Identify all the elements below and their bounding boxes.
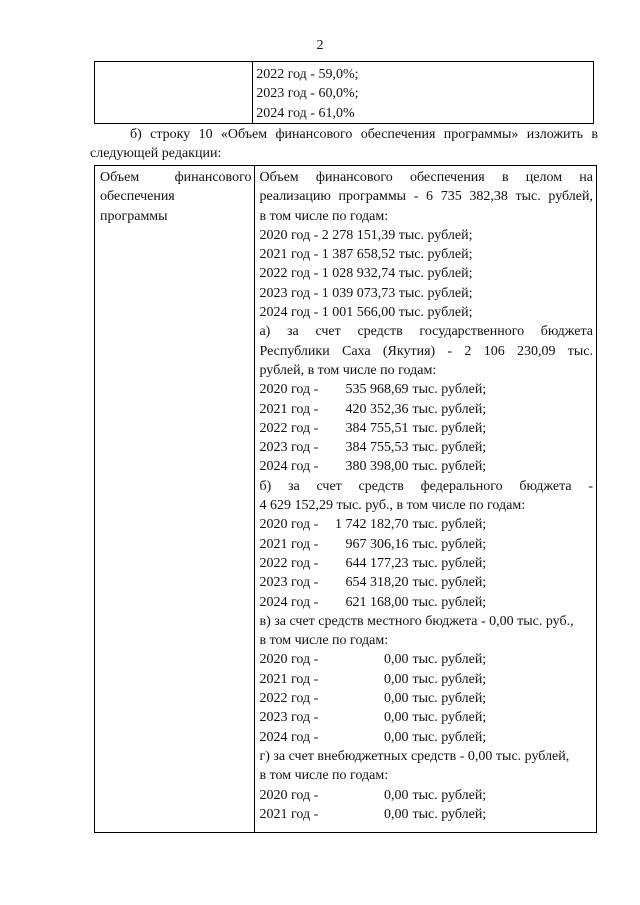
- year-label: 2022 год -: [259, 420, 319, 436]
- unit: тыс. рублей;: [412, 420, 487, 436]
- financing-table: [94, 165, 597, 833]
- unit: тыс. рублей;: [412, 575, 487, 591]
- local-budget-text: в том числе по годам:: [259, 633, 389, 649]
- year-label: 2021 год -: [259, 536, 319, 552]
- local-year-line: [259, 728, 593, 747]
- extra-budget-text: в том числе по годам:: [259, 768, 389, 784]
- unit: тыс. рублей;: [412, 536, 487, 552]
- empty-cell: [95, 62, 253, 124]
- row-label-cell: [95, 166, 255, 833]
- year-label: 2024 год -: [259, 729, 319, 745]
- top-table: [94, 61, 594, 124]
- unit: тыс. рублей;: [412, 555, 487, 571]
- year-label: 2020 год -: [259, 652, 319, 668]
- year-label: 2022 год -: [259, 555, 319, 571]
- amount: 380 398,00: [345, 459, 409, 475]
- page-number: 2: [316, 38, 324, 53]
- state-year-line: [259, 438, 593, 457]
- unit: тыс. рублей;: [412, 787, 487, 803]
- total-text: в том числе по годам:: [259, 208, 389, 224]
- financing-content-cell: [255, 166, 597, 833]
- amount: 621 168,00: [345, 594, 409, 610]
- instruction-paragraph: [90, 125, 598, 163]
- year-label: 2020 год -: [259, 517, 319, 533]
- label-line: программы: [100, 208, 168, 224]
- percent-line: 2022 год - 59,0%;: [256, 67, 359, 82]
- unit: тыс. рублей;: [412, 710, 487, 726]
- state-budget-text: рублей, в том числе по годам:: [259, 362, 437, 378]
- total-year-line: 2021 год - 1 387 658,52 тыс. рублей;: [259, 247, 473, 263]
- amount: 0,00: [383, 710, 409, 726]
- amount: 0,00: [383, 806, 409, 822]
- local-year-line: [259, 650, 593, 669]
- unit: тыс. рублей;: [412, 382, 487, 398]
- label-line: [100, 168, 251, 187]
- total-text: Объем финансового обеспечения в целом на: [259, 170, 593, 185]
- federal-year-line: [259, 593, 593, 612]
- year-label: 2021 год -: [259, 671, 319, 687]
- extra-budget-text: г) за счет внебюджетных средств - 0,00 тыс. рублей,: [259, 748, 570, 764]
- unit: тыс. рублей;: [412, 671, 487, 687]
- unit: тыс. рублей;: [412, 459, 487, 475]
- state-budget-text: а) за счет средств государственного бюджета: [259, 324, 593, 340]
- unit: тыс. рублей;: [412, 517, 487, 533]
- year-label: 2023 год -: [259, 710, 319, 726]
- year-label: 2022 год -: [259, 691, 319, 707]
- federal-budget-text: б) за счет средств федерального бюджета -: [259, 478, 593, 494]
- year-label: 2020 год -: [259, 382, 319, 398]
- label-word: Объем: [100, 170, 140, 185]
- federal-year-line: [259, 535, 593, 554]
- federal-year-line: [259, 554, 593, 573]
- amount: 644 177,23: [345, 555, 409, 571]
- total-year-line: 2024 год - 1 001 566,00 тыс. рублей;: [259, 305, 473, 321]
- local-year-line: [259, 708, 593, 727]
- total-year-line: 2023 год - 1 039 073,73 тыс. рублей;: [259, 285, 473, 301]
- unit: тыс. рублей;: [412, 652, 487, 668]
- percent-line: 2024 год - 61,0%: [256, 105, 355, 121]
- percent-line: 2023 год - 60,0%;: [256, 86, 359, 102]
- table-row: [95, 62, 594, 124]
- amount: 654 318,20: [345, 575, 409, 591]
- state-budget-text: Республики Саха (Якутия) - 2 106 230,09 тыс.: [259, 343, 593, 359]
- state-year-line: [259, 419, 593, 438]
- amount: 0,00: [383, 729, 409, 745]
- year-label: 2023 год -: [259, 575, 319, 591]
- total-year-line: 2020 год - 2 278 151,39 тыс. рублей;: [259, 227, 473, 243]
- amount: 384 755,53: [345, 440, 409, 456]
- percent-cell: [253, 62, 594, 124]
- amount: 0,00: [383, 671, 409, 687]
- year-label: 2024 год -: [259, 459, 319, 475]
- total-text: реализацию программы - 6 735 382,38 тыс. рублей,: [259, 189, 593, 205]
- label-word: финансового: [174, 170, 252, 185]
- amount: 384 755,51: [345, 420, 409, 436]
- unit: тыс. рублей;: [412, 806, 487, 822]
- local-year-line: [259, 670, 593, 689]
- unit: тыс. рублей;: [412, 729, 487, 745]
- amount: 1 742 182,70: [334, 517, 409, 533]
- year-label: 2021 год -: [259, 806, 319, 822]
- year-label: 2021 год -: [259, 401, 319, 417]
- extra-year-line: [259, 805, 593, 824]
- federal-budget-text: 4 629 152,29 тыс. руб., в том числе по годам:: [259, 498, 526, 514]
- amount: 0,00: [383, 787, 409, 803]
- amount: 535 968,69: [345, 382, 409, 398]
- amount: 0,00: [383, 652, 409, 668]
- amount: 420 352,36: [345, 401, 409, 417]
- extra-year-line: [259, 786, 593, 805]
- paragraph-line: следующей редакции:: [90, 146, 222, 161]
- year-label: 2023 год -: [259, 440, 319, 456]
- federal-year-line: [259, 515, 593, 534]
- amount: 967 306,16: [345, 536, 409, 552]
- paragraph-line: б) строку 10 «Объем финансового обеспечения программы» изложить в: [130, 127, 598, 142]
- state-year-line: [259, 457, 593, 476]
- year-label: 2020 год -: [259, 787, 319, 803]
- unit: тыс. рублей;: [412, 691, 487, 707]
- year-label: 2024 год -: [259, 594, 319, 610]
- label-line: обеспечения: [100, 189, 175, 205]
- local-year-line: [259, 689, 593, 708]
- federal-year-line: [259, 573, 593, 592]
- unit: тыс. рублей;: [412, 440, 487, 456]
- unit: тыс. рублей;: [412, 401, 487, 417]
- table-row: [95, 166, 597, 833]
- unit: тыс. рублей;: [412, 594, 487, 610]
- state-year-line: [259, 380, 593, 399]
- total-year-line: 2022 год - 1 028 932,74 тыс. рублей;: [259, 266, 473, 282]
- local-budget-text: в) за счет средств местного бюджета - 0,00 тыс. руб.,: [259, 613, 574, 629]
- amount: 0,00: [383, 691, 409, 707]
- state-year-line: [259, 400, 593, 419]
